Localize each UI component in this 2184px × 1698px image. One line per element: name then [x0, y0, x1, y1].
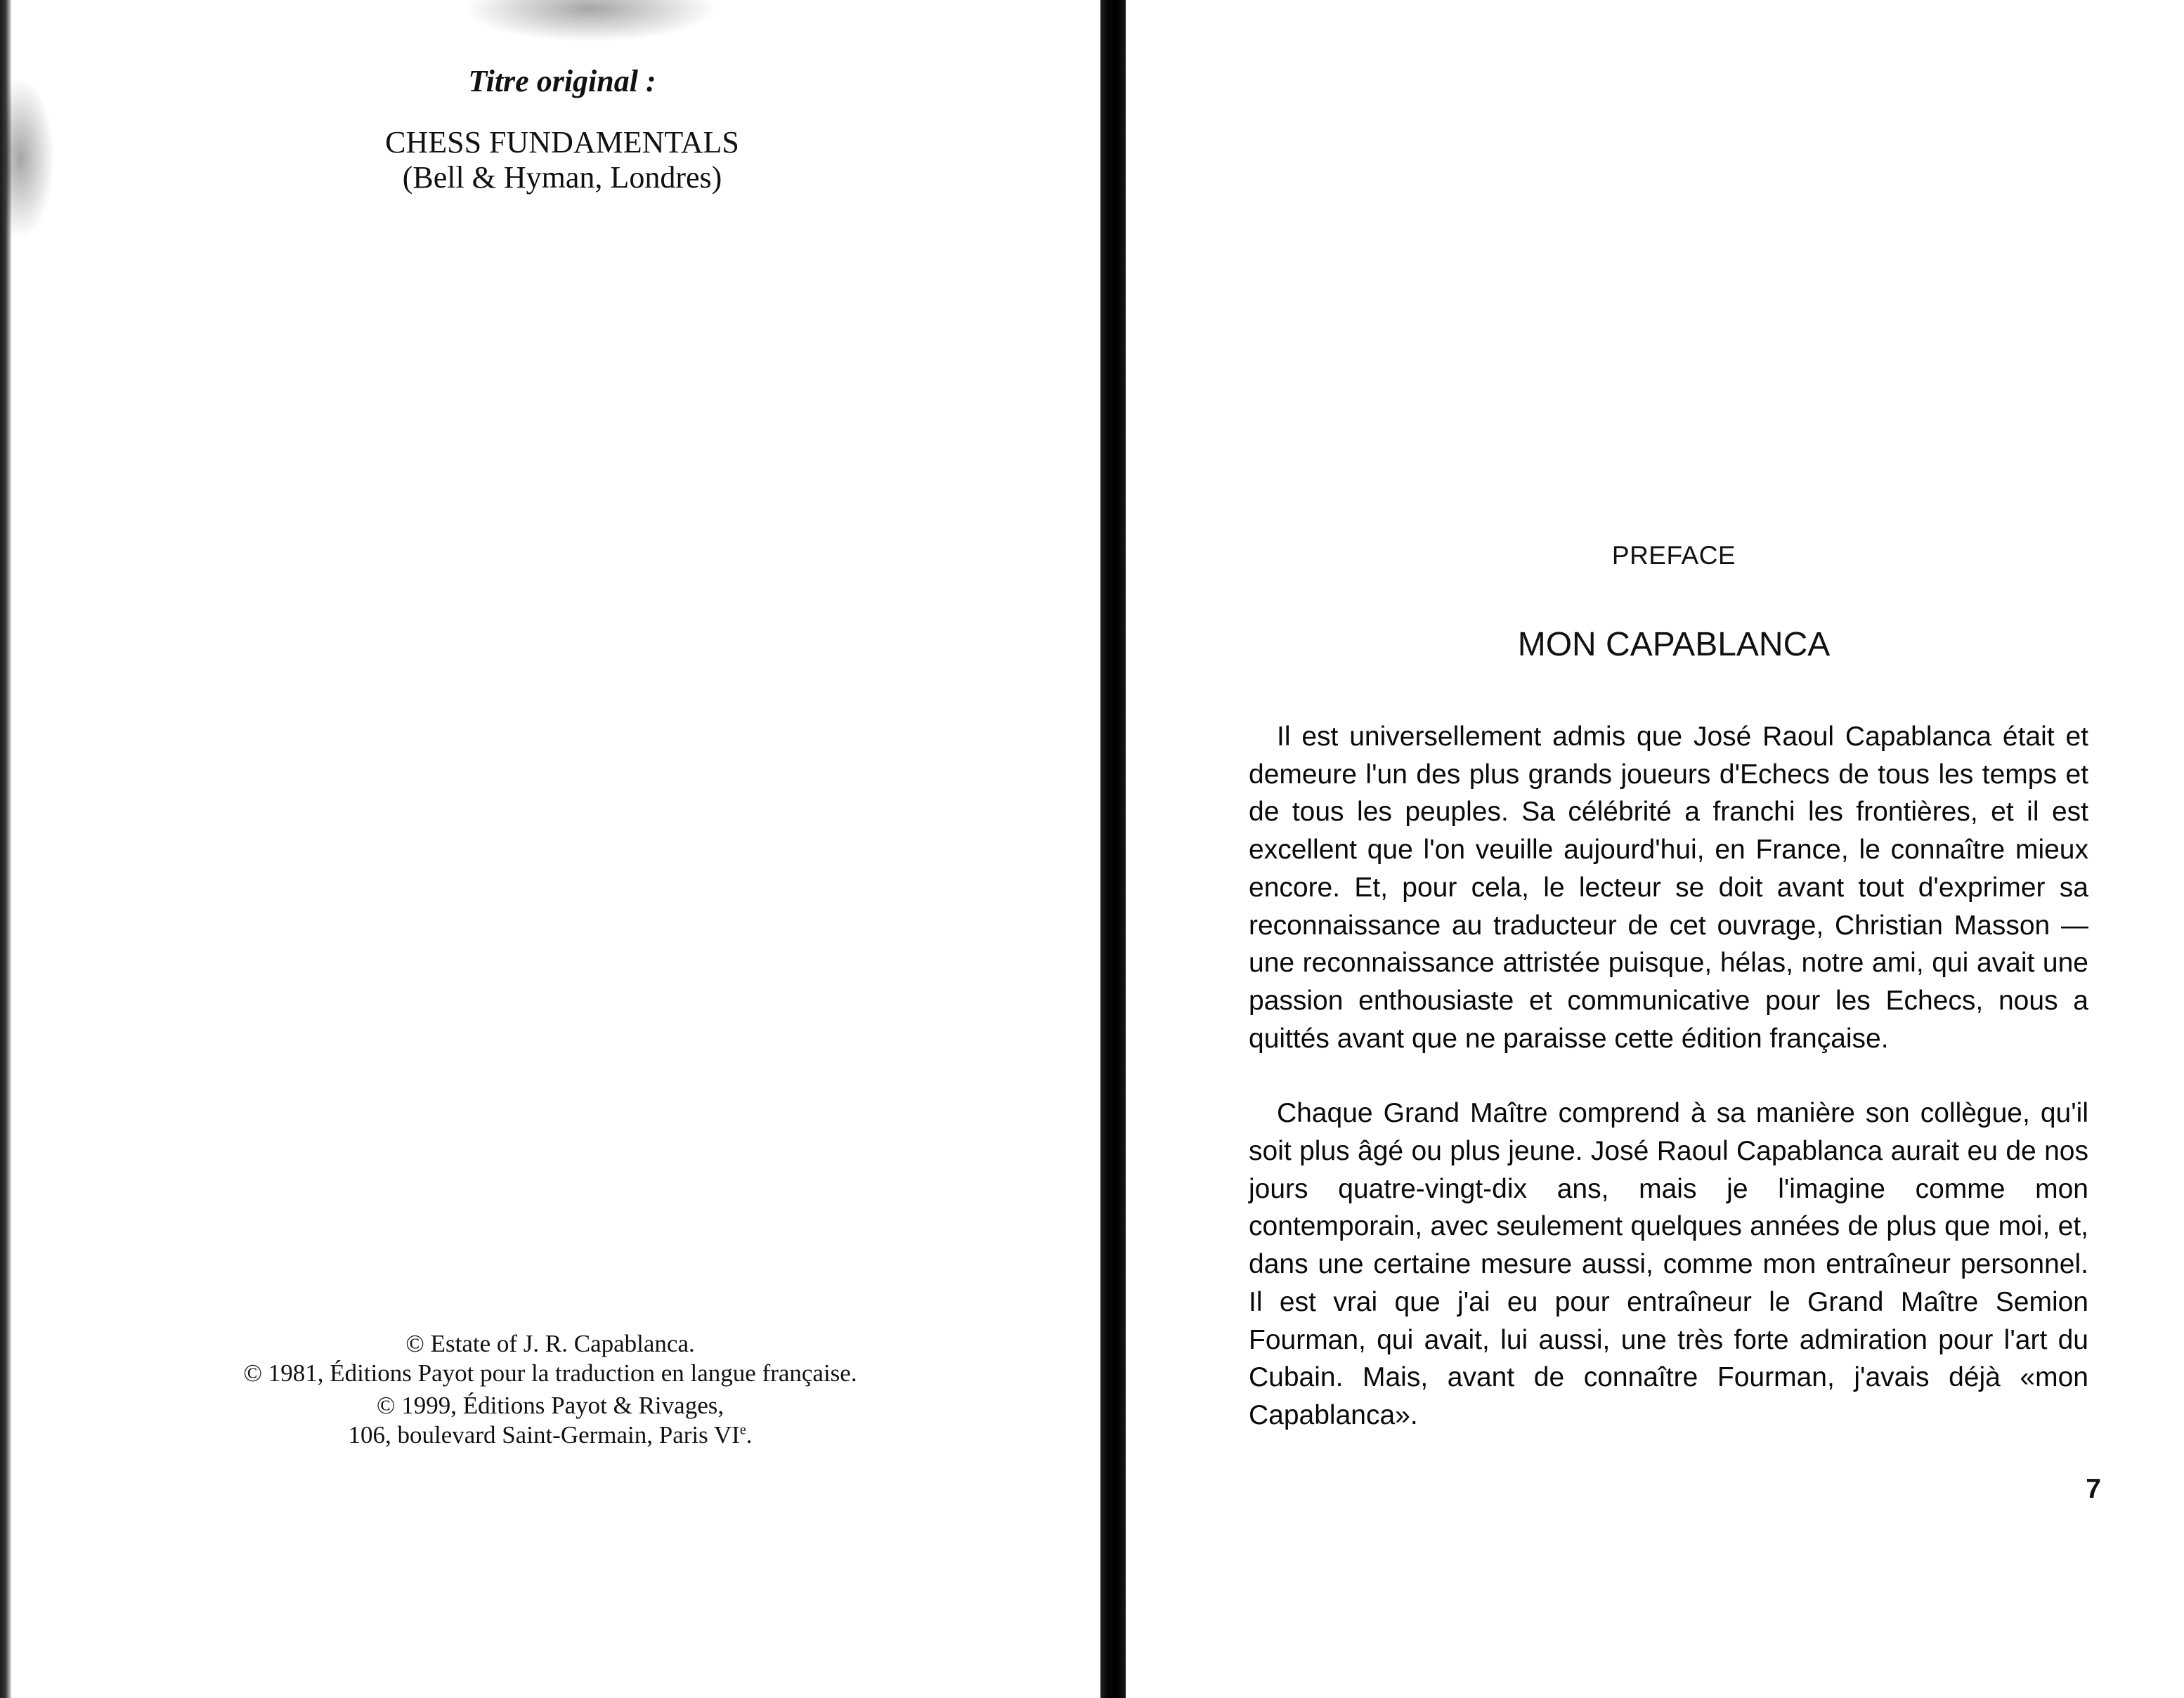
original-title-label: Titre original : [468, 64, 656, 98]
copyright-line: © 1999, Éditions Payot & Rivages, [376, 1392, 724, 1419]
preface-body [1249, 718, 2088, 1435]
address-text: 106, boulevard Saint-Germain, Paris VI [348, 1421, 740, 1449]
paragraph: Chaque Grand Maître comprend à sa manière son collègue, qu'il soit plus âgé ou plus jeune. José Raoul Capablanca aurait eu de nos jours quatre-vingt-dix ans, mais je l'imagine comme mon contemporain, avec seulement quelques années de plus que moi, et, dans une certaine mesure aussi, comme mon entraîneur personnel. Il est vrai que j'ai eu pour entraîneur le Grand Maître Semion Fourman, qui avait, lui aussi, une très forte admiration pour l'art du Cubain. Mais, avant de connaître Fourman, j'avais déjà «mon Capablanca». [1249, 1098, 2088, 1430]
publisher-address [0, 1421, 1100, 1450]
original-title: CHESS FUNDAMENTALS [385, 125, 739, 159]
page-number: 7 [2086, 1474, 2101, 1504]
chapter-title: MON CAPABLANCA [1517, 626, 1831, 663]
address-superscript: e [739, 1422, 746, 1438]
copyright-notice [0, 1329, 1100, 1450]
copyright-line: © Estate of J. R. Capablanca. [405, 1330, 695, 1357]
copyright-line: © 1981, Éditions Payot pour la traduction en langue française. [243, 1359, 857, 1387]
section-label: PREFACE [1611, 541, 1736, 570]
original-publisher: (Bell & Hyman, Londres) [402, 160, 722, 195]
right-page [1126, 0, 2184, 1698]
address-end: . [746, 1421, 753, 1449]
paragraph: Il est universellement admis que José Raoul Capablanca était et demeure l'un des plus grands joueurs d'Echecs de tous les temps et de tous les peuples. Sa célébrité a franchi les frontières, et il est excellent que l'on veuille aujourd'hui, en France, le connaître mieux encore. Et, pour cela, le lecteur se doit avant tout d'exprimer sa reconnaissance au traducteur de cet ouvrage, Christian Masson — une reconnaissance attristée puisque, hélas, notre ami, qui avait une passion enthousiaste et communicative pour les Echecs, nous a quittés avant que ne paraisse cette édition française. [1249, 721, 2088, 1054]
book-gutter [1100, 0, 1126, 1698]
original-title-block [0, 125, 1124, 195]
